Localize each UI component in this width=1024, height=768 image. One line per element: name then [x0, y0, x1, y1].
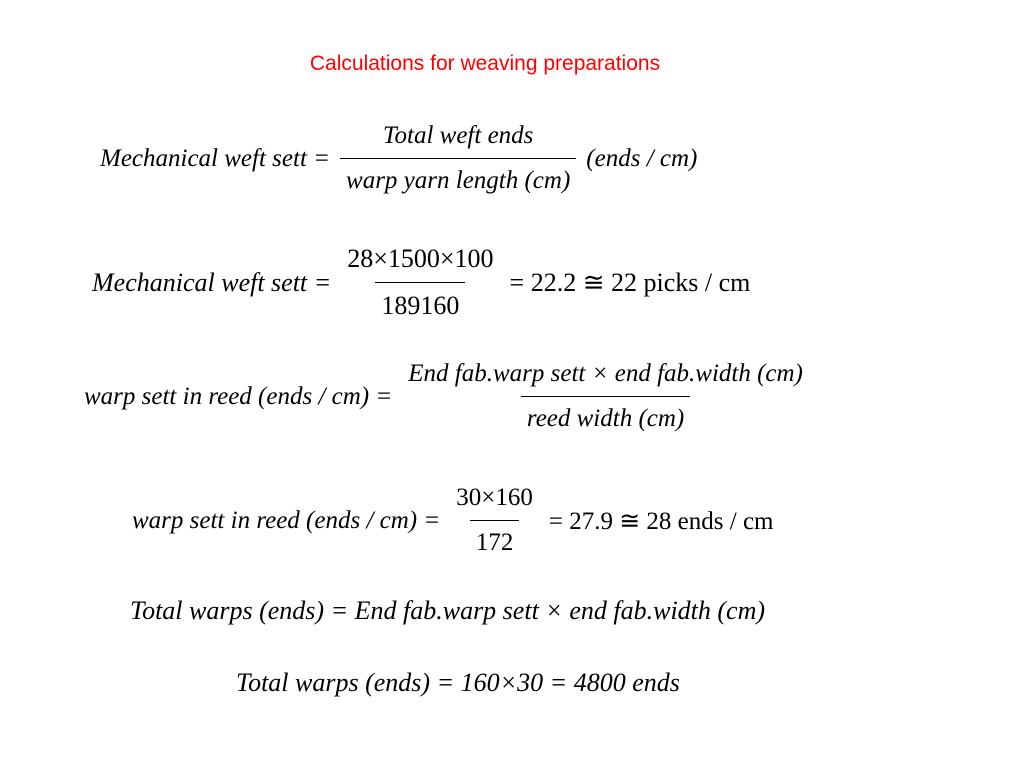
equation-mechanical-weft-sett-calculation: [92, 244, 750, 321]
equation-rhs: = 27.9 ≅ 28 ends / cm: [548, 507, 774, 535]
equation-text: Total warps (ends) = 160×30 = 4800 ends: [236, 668, 680, 697]
equation-lhs: Mechanical weft sett =: [92, 267, 332, 297]
equation-total-warps-formula: [130, 596, 765, 626]
fraction: [341, 244, 499, 321]
fraction: [340, 122, 576, 195]
fraction-numerator: Total weft ends: [382, 122, 534, 149]
fraction-denominator: warp yarn length (cm): [340, 158, 576, 195]
equation-total-warps-calculation: [236, 668, 680, 698]
equation-lhs: Mechanical weft sett =: [100, 144, 331, 172]
equation-lhs: warp sett in reed (ends / cm) =: [84, 382, 393, 410]
equation-rhs: = 22.2 ≅ 22 picks / cm: [509, 267, 751, 297]
fraction-denominator: 172: [470, 520, 520, 557]
fraction-numerator: End fab.warp sett × end fab.width (cm): [408, 360, 803, 387]
fraction-numerator: 28×1500×100: [347, 244, 494, 273]
equation-rhs: (ends / cm): [586, 144, 698, 172]
equation-warp-sett-in-reed-formula: [84, 360, 819, 433]
equation-text: Total warps (ends) = End fab.warp sett × end fab.width (cm): [130, 596, 766, 625]
equation-warp-sett-in-reed-calculation: [132, 484, 773, 557]
slide-title: Calculations for weaving preparations: [309, 52, 661, 75]
equation-mechanical-weft-sett-formula: [100, 122, 697, 195]
fraction-numerator: 30×160: [456, 484, 533, 511]
equation-lhs: warp sett in reed (ends / cm) =: [132, 506, 441, 534]
fraction: [450, 484, 539, 557]
fraction-denominator: reed width (cm): [521, 396, 690, 433]
fraction-denominator: 189160: [375, 282, 465, 321]
fraction: [402, 360, 809, 433]
